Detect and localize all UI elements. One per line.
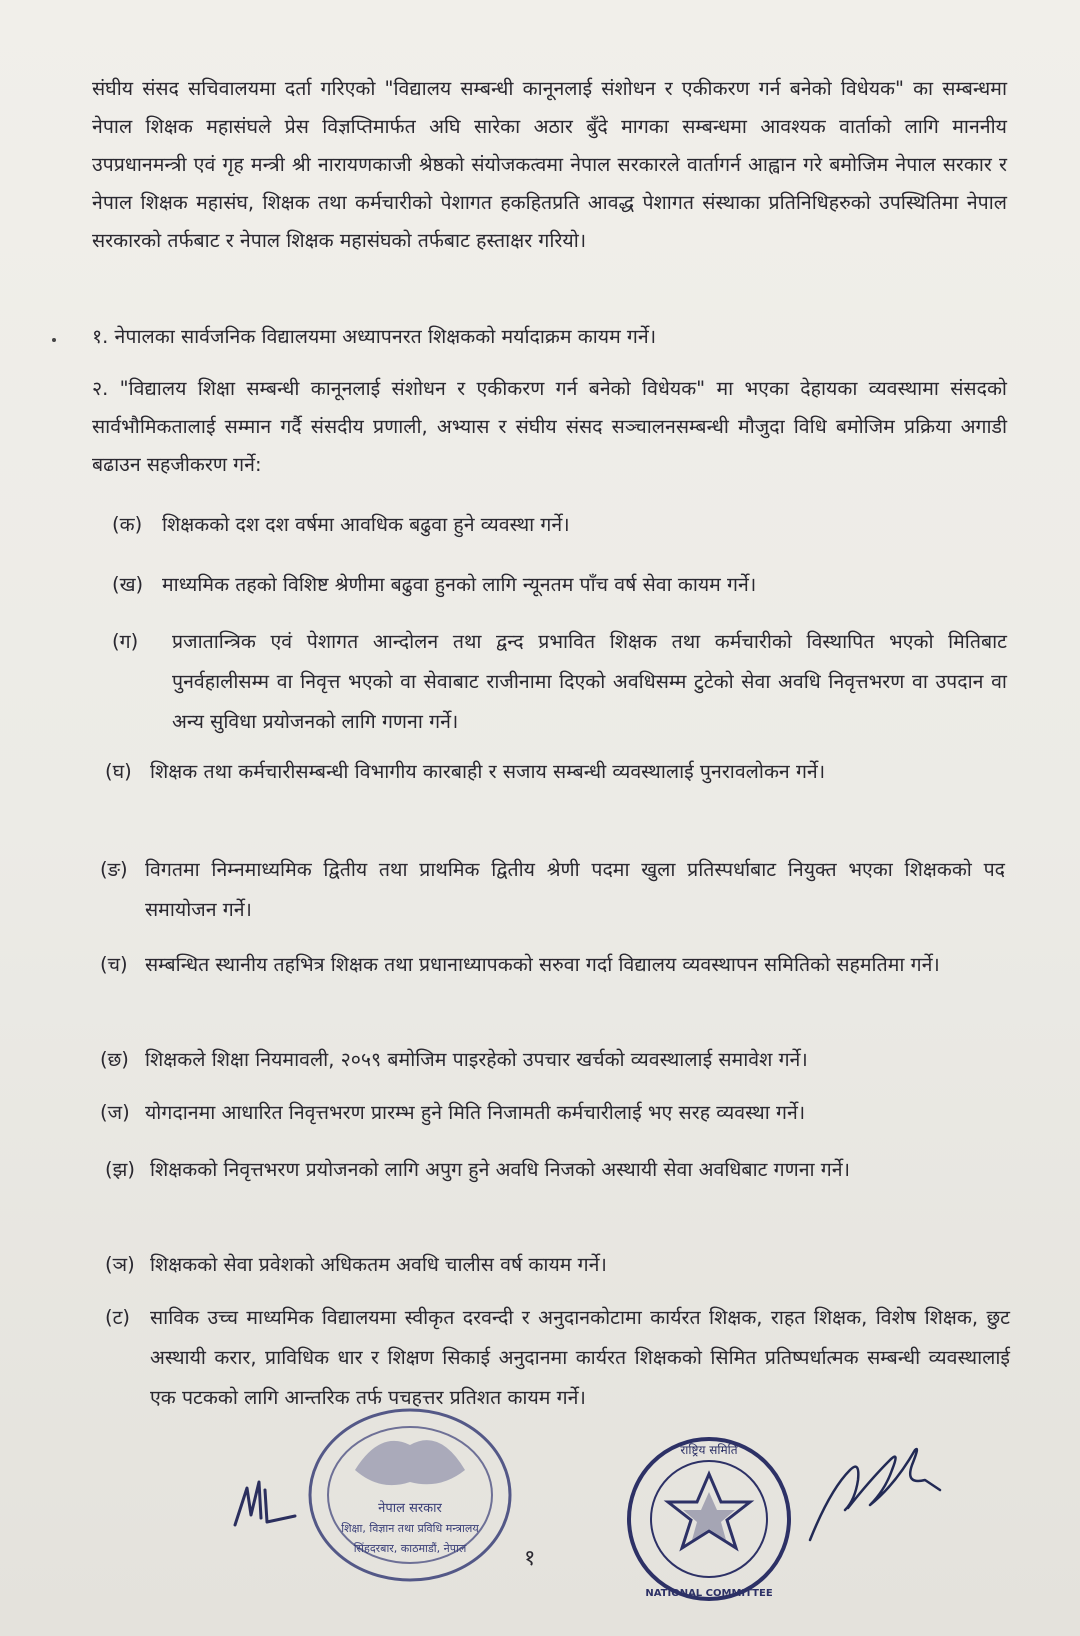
point-number: १. [92, 325, 109, 348]
subpoint-text: योगदानमा आधारित निवृत्तभरण प्रारम्भ हुने मिति निजामती कर्मचारीलाई भए सरह व्यवस्था गर्ने। [145, 1101, 806, 1124]
stray-mark [52, 338, 56, 342]
subpoint-text: शिक्षकको दश दश वर्षमा आवधिक बढुवा हुने व्यवस्था गर्ने। [162, 513, 570, 536]
signature-right [800, 1430, 950, 1550]
subpoint-nga [100, 850, 1005, 930]
subpoint-chha [100, 1040, 1005, 1080]
subpoint-text: शिक्षक तथा कर्मचारीसम्बन्धी विभागीय कारबाही र सजाय सम्बन्धी व्यवस्थालाई पुनरावलोकन गर्ने। [150, 760, 826, 783]
subpoint-jha [105, 1150, 1005, 1190]
subpoint-text: शिक्षकको निवृत्तभरण प्रयोजनको लागि अपुग हुने अवधि निजको अस्थायी सेवा अवधिबाट गणना गर्ने। [150, 1158, 850, 1181]
subpoint-text: शिक्षकको सेवा प्रवेशको अधिकतम अवधि चालीस वर्ष कायम गर्ने। [150, 1253, 607, 1276]
subpoint-label: (ङ) [100, 858, 128, 881]
subpoint-ka [112, 505, 1002, 545]
subpoint-text: सम्बन्धित स्थानीय तहभित्र शिक्षक तथा प्रधानाध्यापकको सरुवा गर्दा विद्यालय व्यवस्थापन समितिको सहमतिमा गर्ने। [145, 953, 940, 976]
subpoint-cha [100, 945, 1005, 985]
subpoint-label: (ज) [100, 1101, 130, 1124]
subpoint-kha [112, 565, 1002, 605]
ministry-stamp [300, 1400, 520, 1600]
subpoint-label: (च) [100, 953, 128, 976]
subpoint-gha [105, 752, 1005, 792]
subpoint-text: प्रजातान्त्रिक एवं पेशागत आन्दोलन तथा द्वन्द प्रभावित शिक्षक तथा कर्मचारीको विस्थापित भएको मितिबाट पुनर्वहालीसम्म वा निवृत्त भएको वा सेवाबाट राजीनामा दिएको अवधिसम्म टुटेको सेवा अवधि निवृत्तभरण वा उपदान वा अन्य सुविधा प्रयोजनको लागि गणना गर्ने। [172, 630, 1007, 733]
subpoint-text: साविक उच्च माध्यमिक विद्यालयमा स्वीकृत दरवन्दी र अनुदानकोटामा कार्यरत शिक्षक, राहत शिक्षक, विशेष शिक्षक, छुट अस्थायी करार, प्राविधिक धार र शिक्षण सिकाई अनुदानमा कार्यरत शिक्षकको सिमित प्रतिष्पर्धात्मक सम्बन्धी व्यवस्थालाई एक पटकको लागि आन्तरिक तर्फ पचहत्तर प्रतिशत कायम गर्ने। [150, 1306, 1010, 1409]
stamp-line2: शिक्षा, विज्ञान तथा प्रविधि मन्त्रालय [341, 1522, 479, 1535]
subpoint-ja [100, 1093, 1005, 1133]
emblem-bottom-text: NATIONAL COMMITTEE [645, 1588, 773, 1599]
point-2 [92, 370, 1007, 484]
emblem-top-text: राष्ट्रिय समिति [680, 1443, 738, 1457]
subpoint-ta [105, 1298, 1010, 1418]
point-1 [92, 318, 992, 356]
subpoint-label: (ञ) [105, 1253, 135, 1276]
subpoint-label: (क) [112, 513, 143, 536]
stamp-line1: नेपाल सरकार [378, 1501, 442, 1516]
point-text: "विद्यालय शिक्षा सम्बन्धी कानूनलाई संशोधन र एकीकरण गर्न बनेको विधेयक" मा भएका देहायका व्यवस्थामा संसदको सार्वभौमिकतालाई सम्मान गर्दै संसदीय प्रणाली, अभ्यास र संघीय संसद सञ्चालनसम्बन्धी मौजुदा विधि बमोजिम प्रक्रिया अगाडी बढाउन सहजीकरण गर्ने: [92, 377, 1007, 476]
subpoint-label: (ख) [112, 573, 144, 596]
subpoint-label: (ट) [105, 1306, 131, 1329]
national-committee-stamp [622, 1432, 797, 1607]
subpoint-label: (छ) [100, 1048, 129, 1071]
stamp-line3: सिंहदरबार, काठमाडौं, नेपाल [353, 1542, 467, 1555]
subpoint-nya [105, 1245, 1005, 1285]
subpoint-label: (झ) [105, 1158, 135, 1181]
subpoint-text: माध्यमिक तहको विशिष्ट श्रेणीमा बढुवा हुनको लागि न्यूनतम पाँच वर्ष सेवा कायम गर्ने। [162, 573, 757, 596]
subpoint-label: (ग) [112, 630, 139, 653]
point-number: २. [92, 377, 109, 400]
page-number: १ [524, 1546, 536, 1571]
subpoint-text: विगतमा निम्नमाध्यमिक द्वितीय तथा प्राथमिक द्वितीय श्रेणी पदमा खुला प्रतिस्पर्धाबाट नियुक्त भएका शिक्षकको पद समायोजन गर्ने। [145, 858, 1005, 921]
point-text: नेपालका सार्वजनिक विद्यालयमा अध्यापनरत शिक्षकको मर्यादाक्रम कायम गर्ने। [114, 325, 657, 348]
subpoint-ga [112, 622, 1007, 742]
intro-paragraph: संघीय संसद सचिवालयमा दर्ता गरिएको "विद्यालय सम्बन्धी कानूनलाई संशोधन र एकीकरण गर्न बनेको विधेयक" का सम्बन्धमा नेपाल शिक्षक महासंघले प्रेस विज्ञप्तिमार्फत अघि सारेका अठार बुँदे मागका सम्बन्धमा आवश्यक वार्ताको लागि माननीय उपप्रधानमन्त्री एवं गृह मन्त्री श्री नारायणकाजी श्रेष्ठको संयोजकत्वमा नेपाल सरकारले वार्तागर्न आह्वान गरे बमोजिम नेपाल सरकार र नेपाल शिक्षक महासंघ, शिक्षक तथा कर्मचारीको पेशागत हकहितप्रति आवद्ध पेशागत संस्थाका प्रतिनिधिहरुको उपस्थितिमा नेपाल सरकारको तर्फबाट र नेपाल शिक्षक महासंघको तर्फबाट हस्ताक्षर गरियो। [92, 77, 1007, 252]
subpoint-label: (घ) [105, 760, 132, 783]
subpoint-text: शिक्षकले शिक्षा नियमावली, २०५९ बमोजिम पाइरहेको उपचार खर्चको व्यवस्थालाई समावेश गर्ने। [145, 1048, 808, 1071]
